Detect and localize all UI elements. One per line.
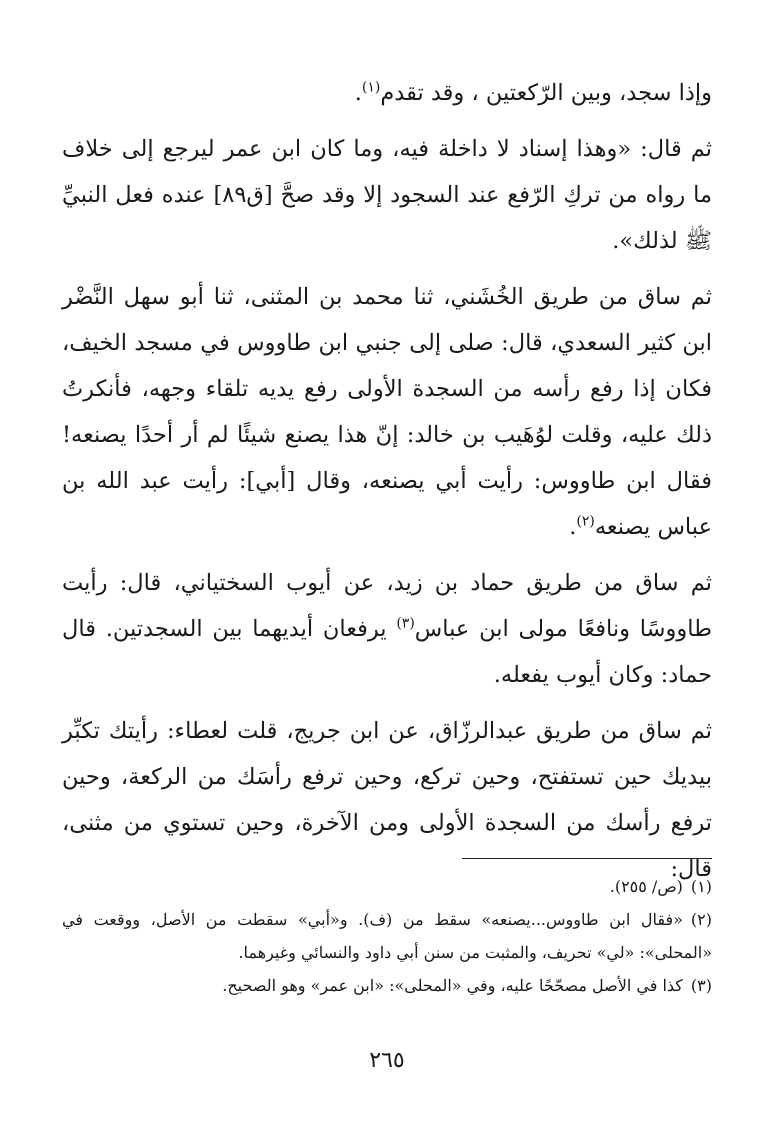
footnote-text: كذا في الأصل مصحّحًا عليه، وفي «المحلى»: «ابن عمر» وهو الصحيح. bbox=[222, 976, 683, 995]
footnote-number: (١) bbox=[690, 877, 712, 896]
footnotes bbox=[62, 870, 712, 1002]
paragraph-4-text: ثم ساق من طريق حماد بن زيد، عن أيوب السختياني، قال: رأيت طاووسًا ونافعًا مولى ابن عباس bbox=[62, 570, 712, 642]
paragraph-3 bbox=[62, 274, 712, 550]
paragraph-5: ثم ساق من طريق عبدالرزّاق، عن ابن جريج، قلت لعطاء: رأيتك تكبِّر بيديك حين تستفتح، وحين تركع، وحين ترفع رأسَك من الركعة، وحين ترفع رأسك من السجدة الأولى ومن الآخرة، وحين تستوي من مثنى، قال: bbox=[62, 718, 712, 882]
paragraph-4-rest: يرفعان أيديهما بين السجدتين. قال حماد: وكان أيوب يفعله. bbox=[62, 616, 712, 688]
footnote-ref-3[interactable]: (٣) bbox=[396, 615, 415, 632]
paragraph-1-text: وإذا سجد، وبين الرّكعتين ، وقد تقدم bbox=[380, 80, 712, 106]
footnote-text: (ص/ ٢٥٥). bbox=[609, 877, 683, 896]
paragraph-3-text: ثم ساق من طريق الخُشَني، ثنا محمد بن المثنى، ثنا أبو سهل النَّضْر ابن كثير السعدي، قال: صلى إلى جنبي ابن طاووس في مسجد الخيف، فكان إذا رفع رأسه من السجدة الأولى رفع يديه تلقاء وجهه، فأنكرتُ ذلك عليه، وقلت لوُهَيب بن خالد: إنّ هذا يصنع شيئًا لم أر أحدًا يصنعه! فقال ابن طاووس: رأيت أبي يصنعه، وقال [أبي]: رأيت عبد الله بن عباس يصنعه bbox=[62, 284, 712, 540]
footnote-ref-2[interactable]: (٢) bbox=[576, 513, 595, 530]
paragraph-2: ثم قال: «وهذا إسناد لا داخلة فيه، وما كان ابن عمر ليرجع إلى خلاف ما رواه من تركِ الرّفع عند السجود إلا وقد صحَّ [ق٨٩] عنده فعل النبيِّ ﷺ لذلك». bbox=[62, 136, 712, 254]
footnote-2 bbox=[62, 903, 712, 969]
paragraph-4 bbox=[62, 560, 712, 698]
footnote-text: «فقال ابن طاووس...يصنعه» سقط من (ف). و«أبي» سقطت من الأصل، ووقعت في «المحلى»: «لي» تحريف، والمثبت من سنن أبي داود والنسائي وغيرهما. bbox=[62, 910, 712, 962]
footnote-number: (٢) bbox=[690, 910, 712, 929]
paragraph-3-end: . bbox=[569, 514, 577, 540]
paragraph-1 bbox=[62, 70, 712, 116]
main-text bbox=[62, 70, 712, 902]
footnote-3 bbox=[62, 969, 712, 1002]
footnote-separator bbox=[462, 858, 712, 859]
footnote-ref-1[interactable]: (١) bbox=[361, 79, 381, 96]
footnote-number: (٣) bbox=[690, 976, 712, 995]
paragraph-1-end: . bbox=[354, 80, 362, 106]
page-number: ٢٦٥ bbox=[369, 1048, 405, 1073]
footnote-1 bbox=[62, 870, 712, 903]
